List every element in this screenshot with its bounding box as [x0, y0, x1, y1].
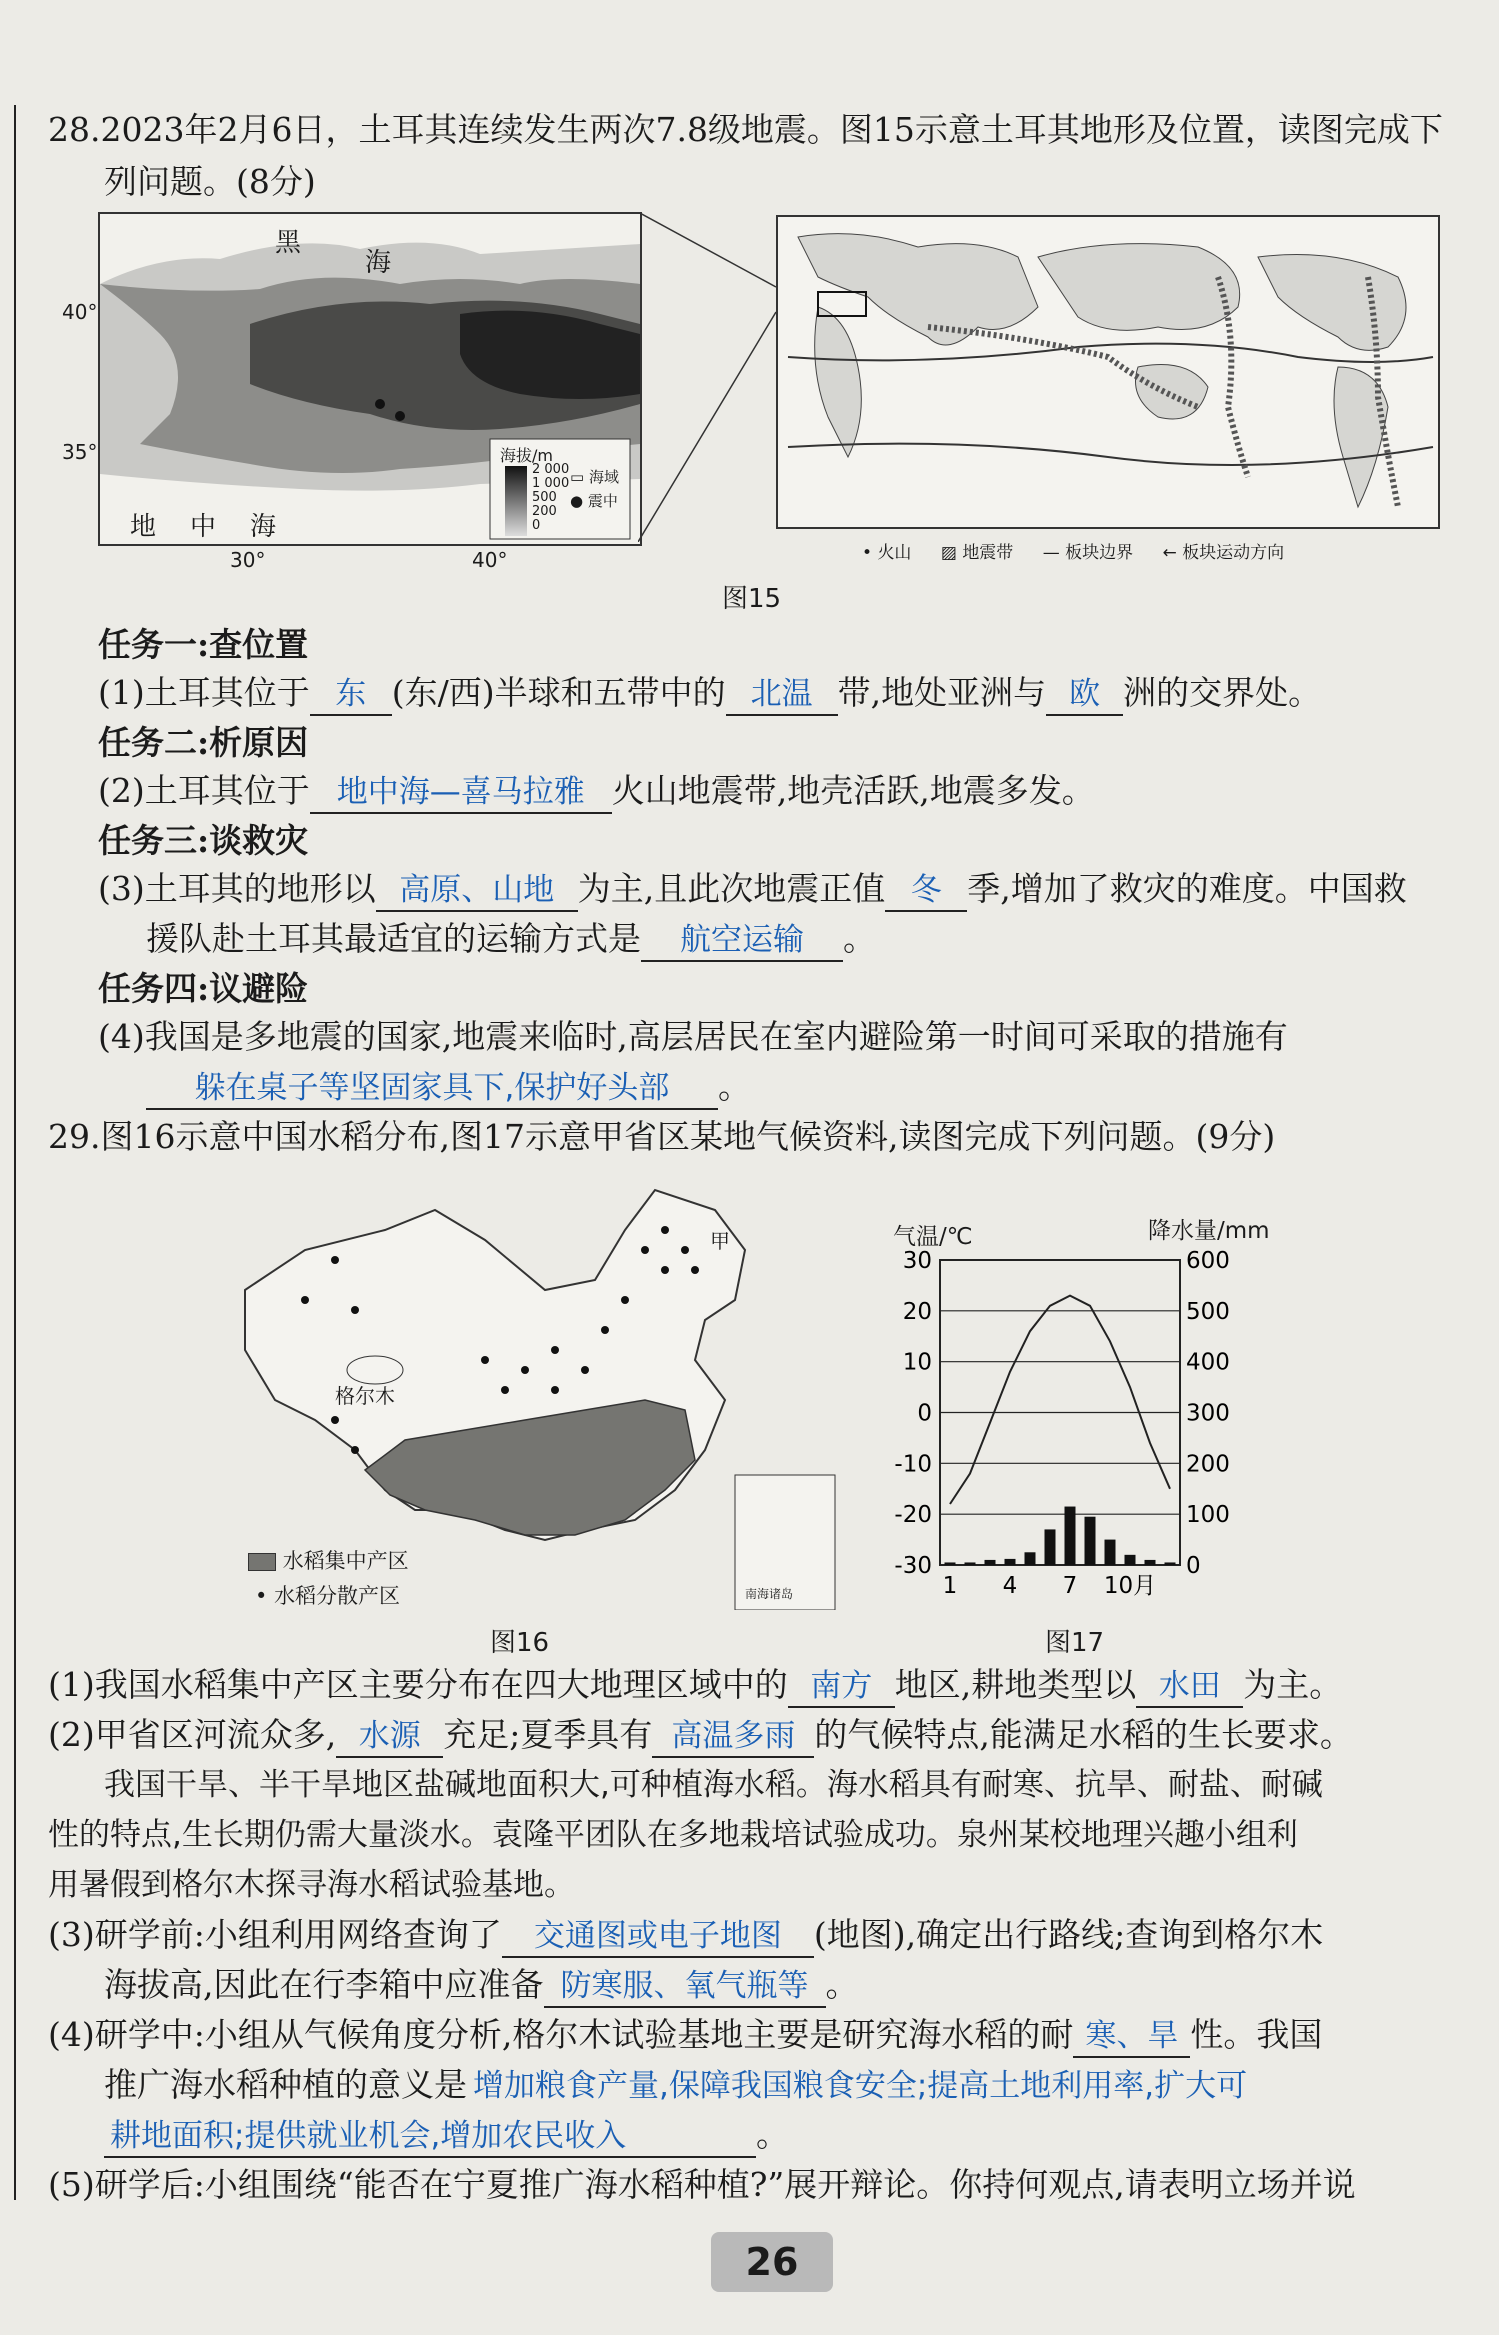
- q29-s4-line3: 耕地面积;提供就业机会,增加农民收入 。: [48, 2110, 1499, 2160]
- south-china-sea-inset-label: 南海诸岛: [745, 1587, 794, 1601]
- q29-s2: (2)甲省区河流众多, 水源 充足;夏季具有 高温多雨 的气候特点,能满足水稻的生长要求。: [48, 1710, 1468, 1760]
- task3-question-line2: 援队赴土耳其最适宜的运输方式是 航空运输 。: [48, 914, 1499, 964]
- china-rice-map: [225, 1170, 845, 1610]
- black-sea-label-1: 黑: [275, 228, 302, 258]
- task4-question: (4)我国是多地震的国家,地震来临时,高层居民在室内避险第一时间可采取的措施有: [98, 1017, 1288, 1056]
- temp-axis-label: 气温/℃: [893, 1224, 973, 1250]
- elevation-legend-bar: [505, 466, 527, 536]
- precip-bar: [1065, 1507, 1076, 1565]
- right-tick-label: 600: [1186, 1248, 1230, 1274]
- fig15-caption: 图15: [722, 584, 782, 614]
- q29-para-line1: 我国干旱、半干旱地区盐碱地面积大,可种植海水稻。海水稻具有耐寒、抗旱、耐盐、耐碱: [104, 1767, 1323, 1803]
- q29-para-line2: 性的特点,生长期仍需大量淡水。袁隆平团队在多地栽培试验成功。泉州某校地理兴趣小组利: [48, 1817, 1298, 1853]
- q29-stem: 29.图16示意中国水稻分布,图17示意甲省区某地气候资料,读图完成下列问题。(9分): [48, 1117, 1276, 1156]
- precip-bar: [1105, 1540, 1116, 1565]
- precip-bar: [1025, 1552, 1036, 1565]
- left-tick-label: 30: [902, 1248, 932, 1274]
- world-plate-map: [776, 215, 1440, 529]
- right-tick-label: 300: [1186, 1400, 1230, 1427]
- precip-bar: [1005, 1559, 1016, 1565]
- turkey-terrain-map: [98, 212, 642, 546]
- precip-bar: [945, 1562, 956, 1565]
- med-sea-label-2: 中: [190, 512, 217, 542]
- zoom-connector-lines: [638, 212, 778, 542]
- answer-land-type: 水田: [1136, 1666, 1243, 1708]
- elevation-legend-title: 海拔/m: [500, 446, 553, 465]
- med-sea-label-1: 地: [130, 512, 157, 542]
- province-jia-label: 甲: [710, 1229, 730, 1253]
- task4-title: 任务四:议避险: [98, 969, 309, 1008]
- x-tick-label: 1: [942, 1573, 958, 1599]
- answer-seismic-belt: 地中海—喜马拉雅: [310, 772, 612, 814]
- answer-map-type: 交通图或电子地图: [502, 1916, 814, 1958]
- precip-bar: [1085, 1517, 1096, 1565]
- right-tick-label: 500: [1186, 1298, 1230, 1325]
- q29-para-line3: 用暑假到格尔木探寻海水稻试验基地。: [48, 1867, 575, 1903]
- right-tick-label: 0: [1186, 1553, 1201, 1579]
- temperature-line: [950, 1296, 1170, 1504]
- legend-epicenter: ● 震中: [570, 492, 618, 510]
- answer-water: 水源: [336, 1716, 443, 1758]
- fig17-caption: 图17: [1045, 1628, 1105, 1658]
- q29-s4-line1: (4)研学中:小组从气候角度分析,格尔木试验基地主要是研究海水稻的耐 寒、旱 性。我国: [48, 2010, 1468, 2060]
- precip-bar: [1165, 1562, 1176, 1565]
- left-tick-label: 10: [902, 1349, 932, 1376]
- task2-title: 任务二:析原因: [98, 723, 309, 762]
- page-number: 26: [711, 2232, 833, 2292]
- q28-stem-line1: 28.2023年2月6日，土耳其连续发生两次7.8级地震。图15示意土耳其地形及位置，读图完成下: [48, 110, 1443, 149]
- epicenter-dot-1: [375, 399, 385, 409]
- legend-sea: ▭ 海域: [570, 468, 619, 486]
- q28-stem-line2: 列问题。(8分): [104, 162, 316, 201]
- black-sea-label-2: 海: [365, 248, 392, 278]
- right-tick-label: 100: [1186, 1502, 1230, 1529]
- answer-significance-part2: 耕地面积;提供就业机会,增加农民收入: [104, 2116, 756, 2158]
- task1-title: 任务一:查位置: [98, 625, 309, 664]
- q29-s4-line2: 推广海水稻种植的意义是 增加粮食产量,保障我国粮食安全;提高土地利用率,扩大可: [48, 2060, 1499, 2110]
- precip-bar: [985, 1560, 996, 1565]
- x-tick-label: 7: [1062, 1573, 1078, 1599]
- precip-axis-label: 降水量/mm: [1148, 1218, 1270, 1244]
- world-map-legend: • 火山 ▨ 地震带 — 板块边界 ← 板块运动方向: [862, 543, 1285, 563]
- precip-bar: [1145, 1560, 1156, 1565]
- q29-s1: (1)我国水稻集中产区主要分布在四大地理区域中的 南方 地区,耕地类型以 水田 为主。: [48, 1660, 1468, 1710]
- task1-question: (1)土耳其位于 东 (东/西)半球和五带中的 北温 带,地处亚洲与 欧 洲的交界处。: [48, 668, 1499, 718]
- q29-s3-line1: (3)研学前:小组利用网络查询了 交通图或电子地图 (地图),确定出行路线;查询到格尔木: [48, 1910, 1468, 1960]
- rice-legend-concentrated: 水稻集中产区: [248, 1545, 409, 1575]
- x-tick-label: 10月: [1103, 1573, 1157, 1599]
- task4-answer-line: 躲在桌子等坚固家具下,保护好头部 。: [48, 1062, 1499, 1112]
- task3-title: 任务三:谈救灾: [98, 821, 309, 860]
- q29-s5: (5)研学后:小组围绕“能否在宁夏推广海水稻种植?”展开辩论。你持何观点,请表明立场并说: [48, 2165, 1356, 2204]
- lon-40-label: 40°: [472, 548, 508, 572]
- left-tick-label: 0: [917, 1400, 932, 1427]
- right-tick-label: 400: [1186, 1349, 1230, 1376]
- answer-transport: 航空运输: [641, 920, 843, 962]
- geermu-label: 格尔木: [335, 1384, 395, 1408]
- q29-s3-line2: 海拔高,因此在行李箱中应准备 防寒服、氧气瓶等 。: [48, 1960, 1499, 2010]
- answer-season: 冬: [885, 870, 967, 912]
- climate-chart: [880, 1215, 1280, 1615]
- answer-luggage: 防寒服、氧气瓶等: [544, 1966, 826, 2008]
- left-tick-label: -20: [894, 1502, 932, 1529]
- margin-rule: [14, 105, 16, 2200]
- right-tick-label: 200: [1186, 1451, 1230, 1478]
- precip-bar: [965, 1562, 976, 1565]
- answer-hemisphere: 东: [310, 674, 392, 716]
- lat-40-label: 40°: [62, 300, 98, 324]
- left-tick-label: 20: [902, 1298, 932, 1325]
- answer-region: 南方: [788, 1666, 895, 1708]
- answer-continent: 欧: [1046, 674, 1123, 716]
- left-tick-label: -10: [894, 1451, 932, 1478]
- answer-temperature-zone: 北温: [726, 674, 838, 716]
- x-tick-label: 4: [1002, 1573, 1018, 1599]
- lat-35-label: 35°: [62, 440, 98, 464]
- answer-terrain: 高原、山地: [376, 870, 578, 912]
- precip-bar: [1125, 1555, 1136, 1565]
- med-sea-label-3: 海: [250, 512, 277, 542]
- left-tick-label: -30: [894, 1553, 932, 1579]
- answer-significance-part1: 增加粮食产量,保障我国粮食安全;提高土地利用率,扩大可: [473, 2068, 1248, 2104]
- precip-bar: [1045, 1529, 1056, 1565]
- answer-climate-feature: 高温多雨: [652, 1716, 814, 1758]
- fig16-caption: 图16: [490, 1628, 550, 1658]
- task2-question: (2)土耳其位于 地中海—喜马拉雅 火山地震带,地壳活跃,地震多发。: [48, 766, 1499, 816]
- task3-question-line1: (3)土耳其的地形以 高原、山地 为主,且此次地震正值 冬 季,增加了救灾的难度。中国救: [48, 864, 1499, 914]
- epicenter-dot-2: [395, 411, 405, 421]
- answer-safety-measure: 躲在桌子等坚固家具下,保护好头部: [146, 1068, 718, 1110]
- elevation-legend-values: 2 000 1 000 500 200 0: [532, 462, 570, 533]
- rice-legend-scattered: • 水稻分散产区: [255, 1584, 401, 1608]
- answer-tolerance: 寒、旱: [1073, 2016, 1190, 2058]
- lon-30-label: 30°: [230, 548, 266, 572]
